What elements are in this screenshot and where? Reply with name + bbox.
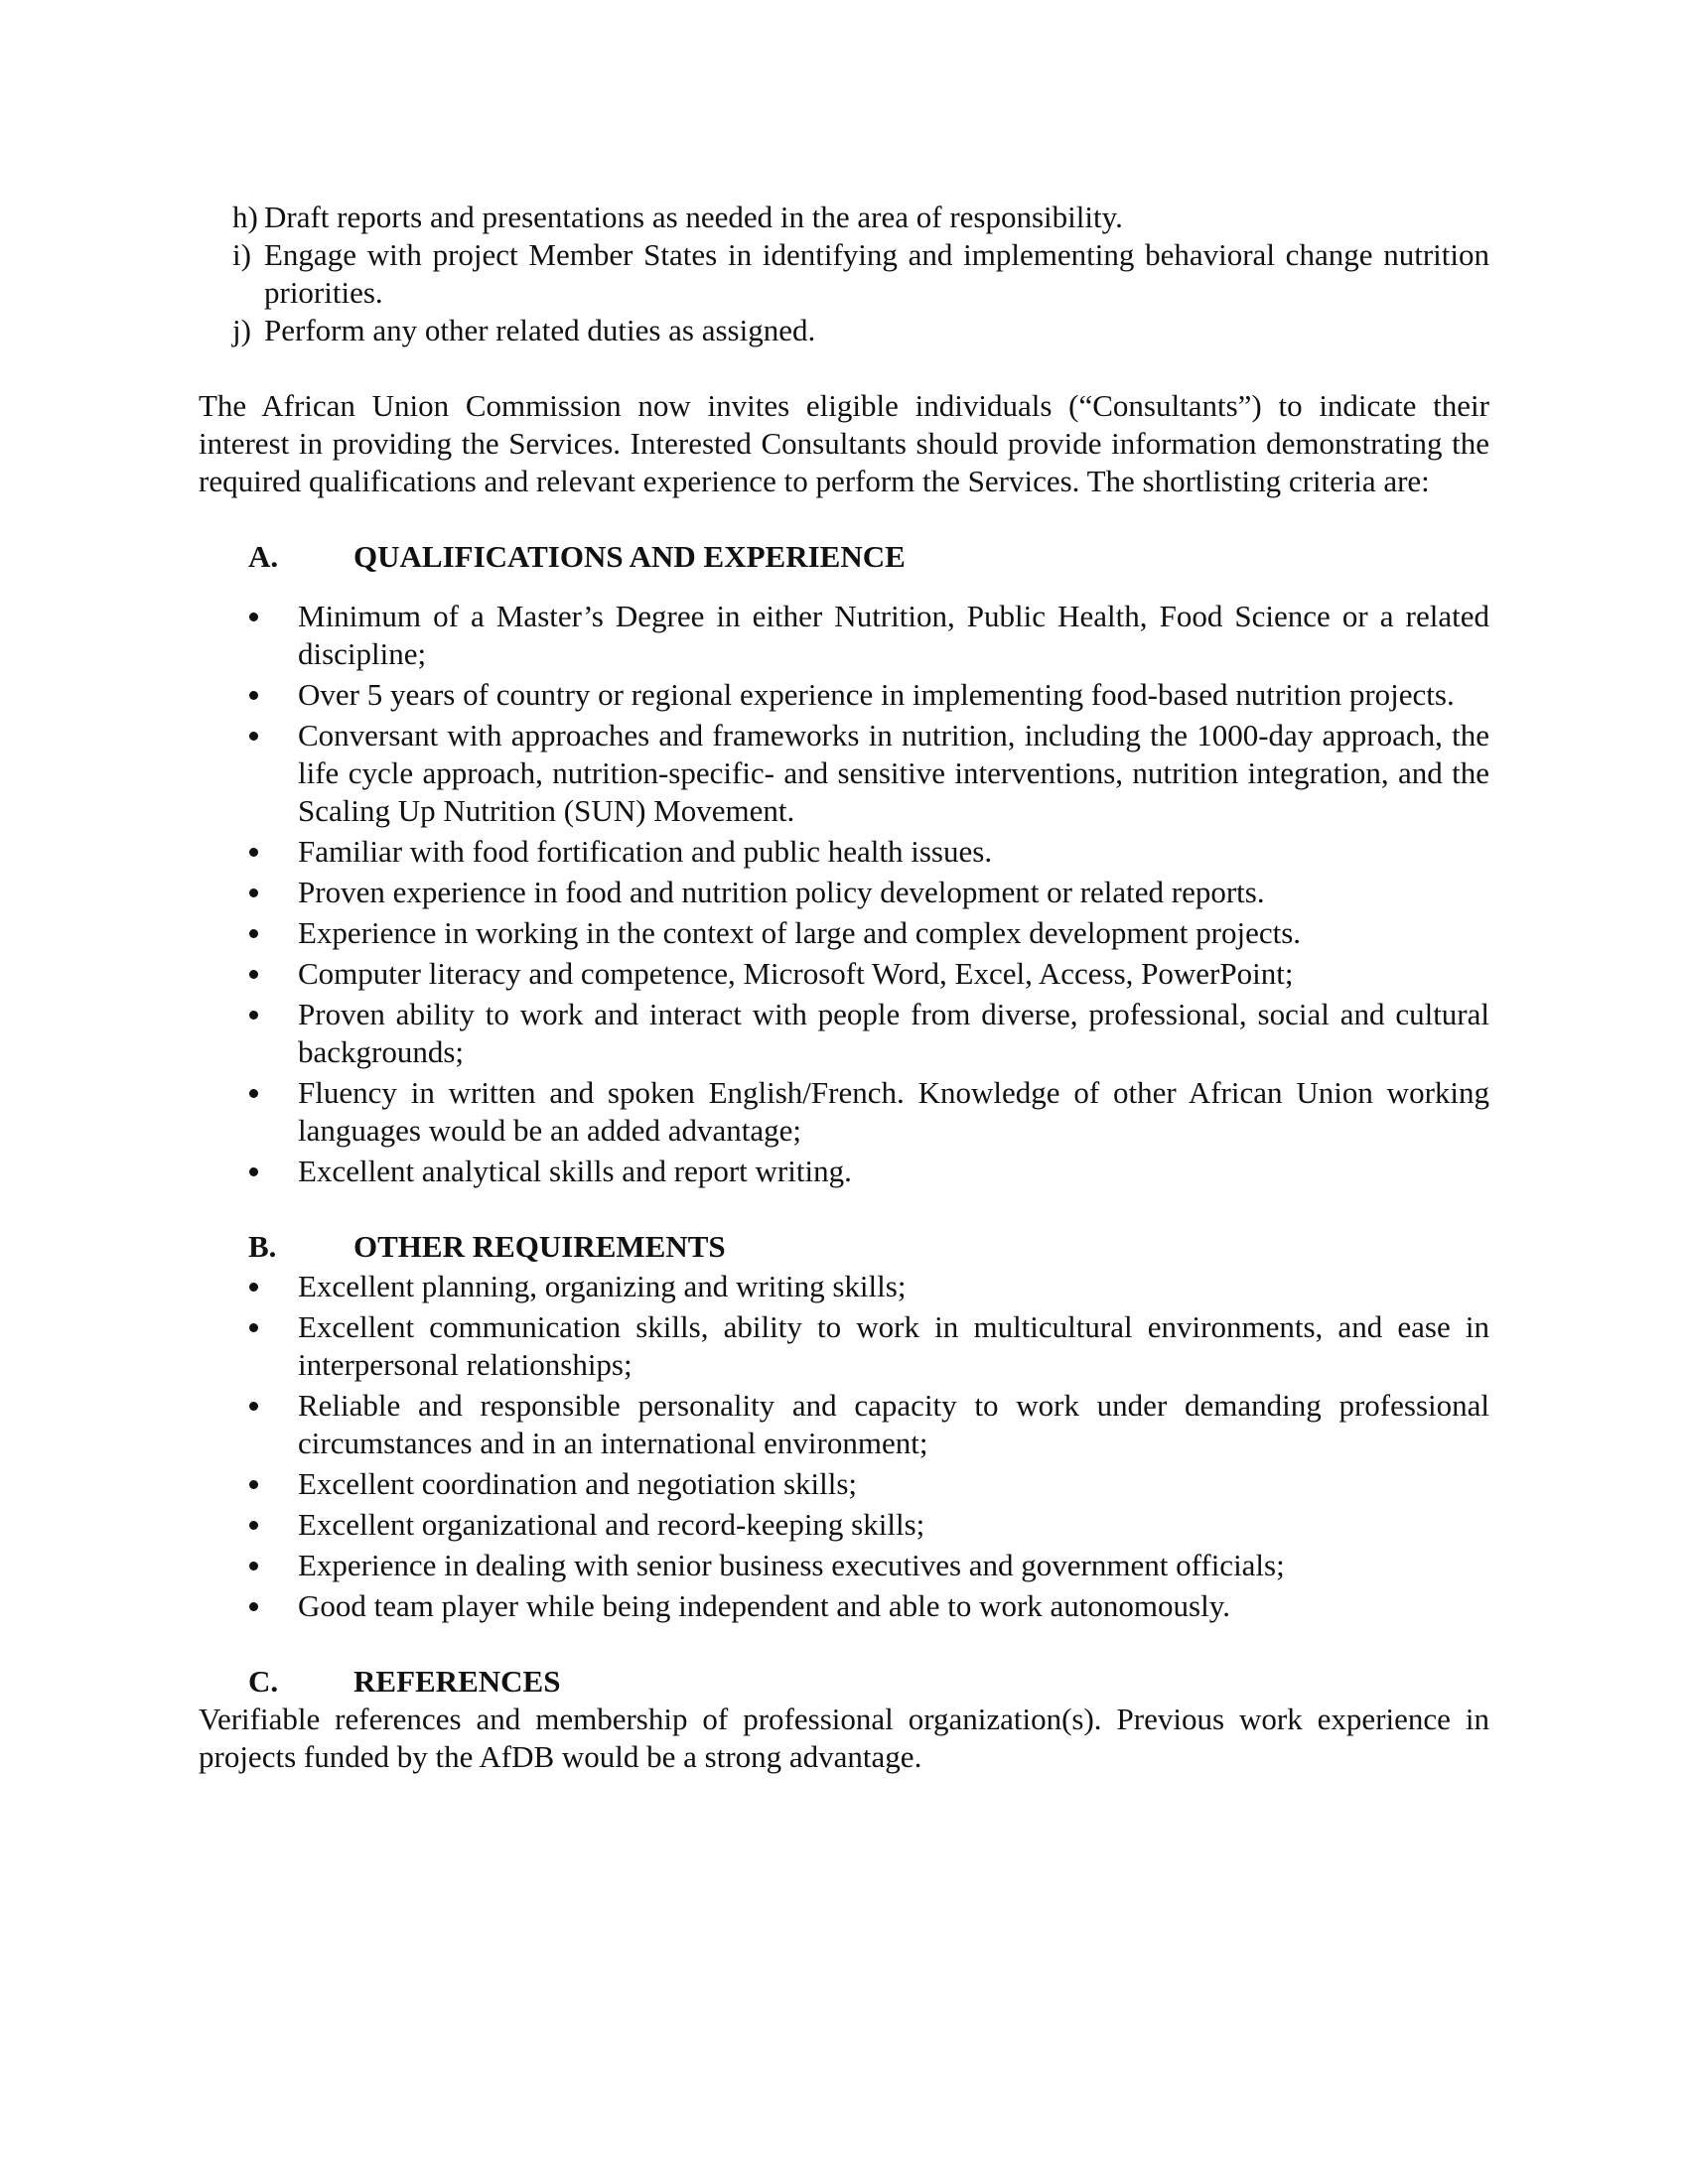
section-title: OTHER REQUIREMENTS <box>353 1229 726 1264</box>
section-letter: C. <box>248 1664 279 1699</box>
bullet-text: Excellent planning, organizing and writing skills; <box>298 1269 907 1303</box>
bullet-icon <box>249 1602 258 1611</box>
bullet-icon <box>249 888 258 897</box>
bullet-text: Experience in dealing with senior business executives and government officials; <box>298 1548 1285 1582</box>
bullet-text: Excellent organizational and record-keeping skills; <box>298 1507 925 1542</box>
bullet-item <box>199 914 1489 952</box>
bullet-icon <box>249 691 258 700</box>
list-marker: i) <box>232 237 251 272</box>
bullet-icon <box>249 732 258 741</box>
bullet-icon <box>249 1480 258 1489</box>
section-title: QUALIFICATIONS AND EXPERIENCE <box>353 539 906 574</box>
bullet-item <box>199 1074 1489 1150</box>
bullet-text: Experience in working in the context of large and complex development projects. <box>298 915 1302 950</box>
bullet-item <box>199 1153 1489 1190</box>
bullet-text: Good team player while being independent and able to work autonomously. <box>298 1588 1230 1623</box>
bullet-text: Excellent analytical skills and report writing. <box>298 1154 852 1188</box>
list-item-text: Engage with project Member States in identifying and implementing behavioral change nutrition priorities. <box>264 237 1489 310</box>
bullet-item <box>199 717 1489 830</box>
bullet-icon <box>249 970 258 979</box>
bullet-icon <box>249 1011 258 1020</box>
bullet-text: Excellent communication skills, ability to work in multicultural environments, and ease in interpersonal relationships; <box>298 1309 1489 1382</box>
bullet-text: Fluency in written and spoken English/French. Knowledge of other African Union working languages would be an added advantage; <box>298 1075 1489 1148</box>
references-paragraph: Verifiable references and membership of professional organization(s). Previous work experience in projects funded by the AfDB would be a strong advantage. <box>199 1702 1489 1774</box>
bullet-item <box>199 1547 1489 1584</box>
section-c-heading <box>199 1663 1489 1701</box>
bullet-icon <box>249 1323 258 1332</box>
bullet-text: Proven ability to work and interact with people from diverse, professional, social and cultural backgrounds; <box>298 997 1489 1069</box>
section-letter: A. <box>248 539 279 574</box>
duties-list <box>199 199 1489 349</box>
qualifications-list <box>199 598 1489 1190</box>
bullet-icon <box>249 1167 258 1176</box>
bullet-item <box>199 833 1489 871</box>
bullet-text: Over 5 years of country or regional experience in implementing food-based nutrition projects. <box>298 677 1455 712</box>
bullet-item <box>199 1268 1489 1305</box>
list-item <box>232 199 1489 236</box>
bullet-text: Proven experience in food and nutrition policy development or related reports. <box>298 875 1265 909</box>
bullet-icon <box>249 1562 258 1570</box>
list-item-text: Draft reports and presentations as needed in the area of responsibility. <box>264 200 1123 234</box>
bullet-icon <box>249 613 258 621</box>
bullet-item <box>199 955 1489 993</box>
bullet-item <box>199 1387 1489 1462</box>
bullet-icon <box>249 1089 258 1098</box>
list-item-text: Perform any other related duties as assigned. <box>264 313 816 347</box>
bullet-item <box>199 1465 1489 1503</box>
list-marker: h) <box>232 200 258 234</box>
bullet-item <box>199 996 1489 1071</box>
bullet-item <box>199 1587 1489 1625</box>
bullet-item <box>199 676 1489 714</box>
bullet-item <box>199 598 1489 673</box>
bullet-text: Familiar with food fortification and public health issues. <box>298 834 993 869</box>
bullet-item <box>199 874 1489 911</box>
bullet-icon <box>249 1402 258 1411</box>
bullet-text: Conversant with approaches and frameworks in nutrition, including the 1000-day approach, the life cycle approach, nutrition-specific- and sensitive interventions, nutrition integration, and the Scaling Up Nutrition (SUN) Movement. <box>298 718 1489 828</box>
bullet-icon <box>249 929 258 938</box>
section-title: REFERENCES <box>353 1664 561 1699</box>
section-b-heading <box>199 1228 1489 1266</box>
bullet-item <box>199 1506 1489 1544</box>
document-content <box>199 199 1489 1776</box>
bullet-text: Excellent coordination and negotiation skills; <box>298 1466 858 1501</box>
section-a-heading <box>199 538 1489 576</box>
bullet-icon <box>249 1283 258 1292</box>
list-marker: j) <box>232 313 251 347</box>
bullet-text: Minimum of a Master’s Degree in either Nutrition, Public Health, Food Science or a related discipline; <box>298 599 1489 671</box>
bullet-item <box>199 1308 1489 1384</box>
intro-paragraph: The African Union Commission now invites eligible individuals (“Consultants”) to indicate their interest in providing the Services. Interested Consultants should provide information demonstrating the required qualifications and relevant experience to perform the Services. The shortlisting criteria are: <box>199 388 1489 498</box>
bullet-text: Reliable and responsible personality and capacity to work under demanding professional circumstances and in an international environment; <box>298 1388 1489 1460</box>
bullet-text: Computer literacy and competence, Microsoft Word, Excel, Access, PowerPoint; <box>298 956 1294 991</box>
list-item <box>232 312 1489 349</box>
section-letter: B. <box>248 1229 277 1264</box>
bullet-icon <box>249 1521 258 1530</box>
bullet-icon <box>249 848 258 857</box>
list-item <box>232 236 1489 312</box>
other-requirements-list <box>199 1268 1489 1625</box>
